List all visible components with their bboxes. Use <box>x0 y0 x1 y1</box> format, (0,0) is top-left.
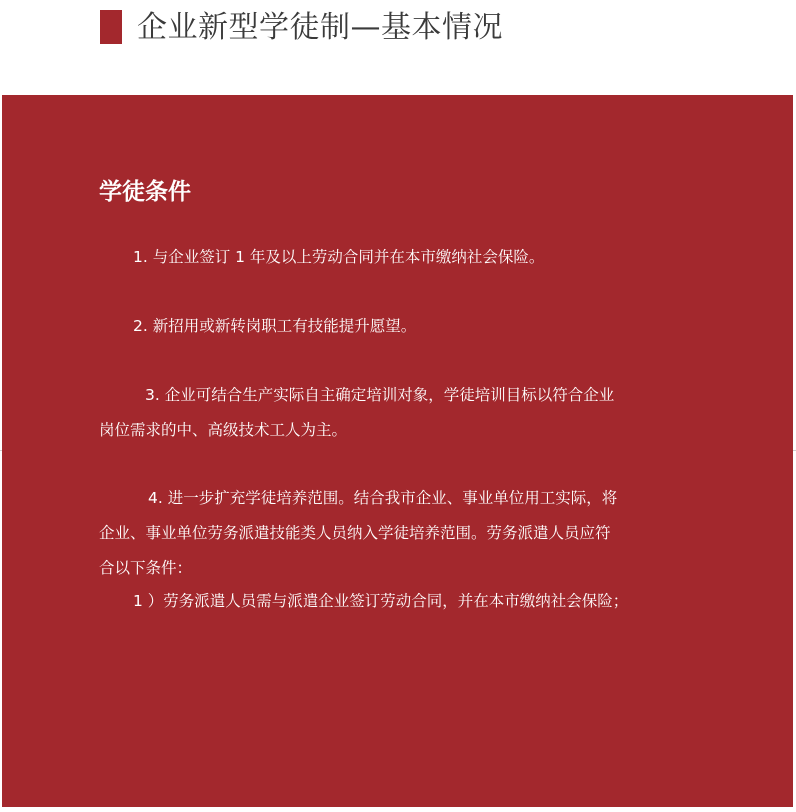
condition-3-line-1: 3. 企业可结合生产实际自主确定培训对象，学徒培训目标以符合企业 <box>145 386 615 404</box>
condition-4-sub-item-1: 1 ）劳务派遣人员需与派遣企业签订劳动合同，并在本市缴纳社会保险； <box>133 592 629 610</box>
condition-4-line-1: 4. 进一步扩充学徒培养范围。结合我市企业、事业单位用工实际，将 <box>148 489 618 507</box>
section-heading: 学徒条件 <box>99 179 191 205</box>
condition-4-line-3: 合以下条件： <box>99 559 193 577</box>
condition-4-line-2: 企业、事业单位劳务派遣技能类人员纳入学徒培养范围。劳务派遣人员应符 <box>99 524 611 542</box>
condition-3-line-2: 岗位需求的中、高级技术工人为主。 <box>99 421 348 439</box>
page-title: 企业新型学徒制—基本情况 <box>137 10 503 45</box>
condition-1-line-1: 1. 与企业签订 1 年及以上劳动合同并在本市缴纳社会保险。 <box>133 248 545 266</box>
condition-2-line-1: 2. 新招用或新转岗职工有技能提升愿望。 <box>133 317 417 335</box>
title-accent-bar <box>100 10 122 44</box>
